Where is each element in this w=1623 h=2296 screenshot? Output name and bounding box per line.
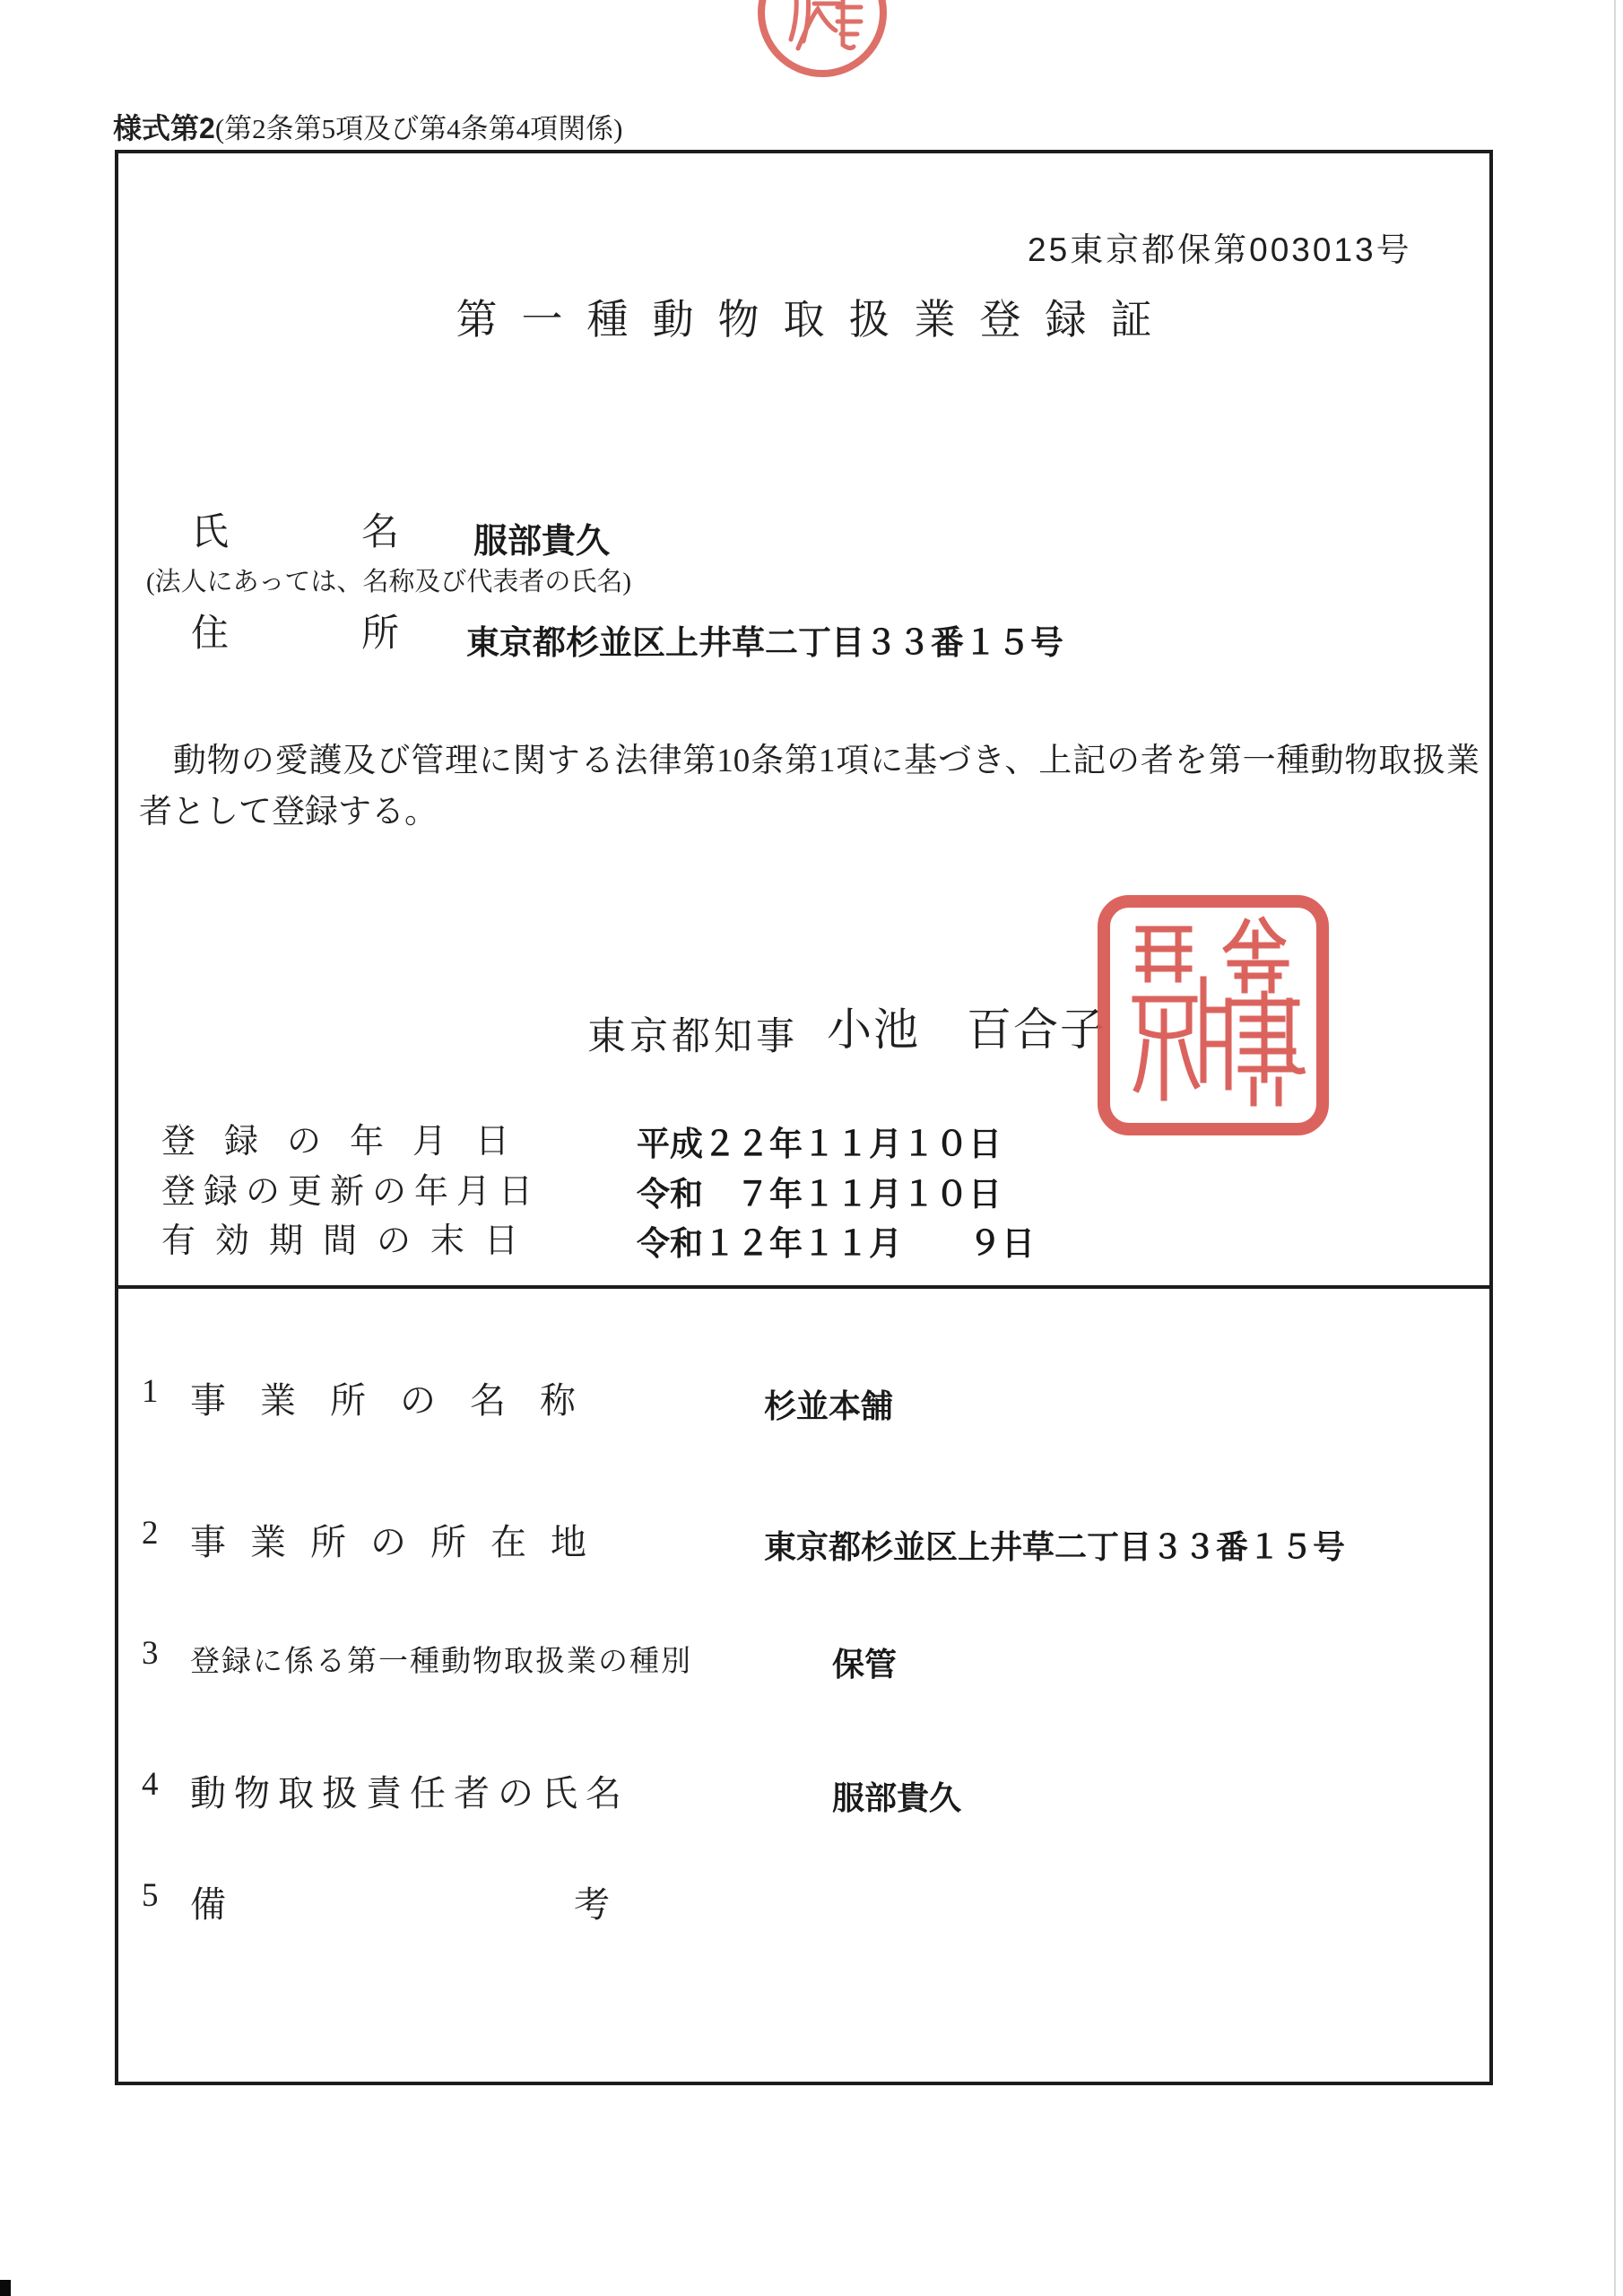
remarks-label-char-1: 備 — [190, 1884, 226, 1925]
address-label-char-1: 住 — [191, 613, 230, 655]
expiry-date-label: 有効期間の末日 — [161, 1222, 539, 1260]
item-1-value: 杉並本舗 — [764, 1387, 894, 1424]
name-label — [191, 502, 399, 556]
address-label — [191, 604, 399, 657]
renewal-date-label: 登録の更新の年月日 — [161, 1173, 542, 1211]
item-1-number: 1 — [142, 1373, 159, 1410]
renewal-date-value: 令和 ７年１１月１０日 — [637, 1176, 1002, 1213]
form-code-number: 様式第2 — [113, 112, 215, 144]
remarks-label-char-2: 考 — [574, 1884, 610, 1925]
item-2-value: 東京都杉並区上井草二丁目３３番１５号 — [764, 1528, 1346, 1565]
item-4-number: 4 — [142, 1766, 159, 1803]
item-4-label: 動物取扱責任者の氏名 — [190, 1773, 629, 1813]
form-code-reference: (第2条第5項及び第4条第4項関係) — [214, 113, 623, 144]
section-divider-line — [115, 1285, 1493, 1289]
item-1-label: 事業所の名称 — [190, 1380, 610, 1421]
governor-name: 小池 百合子 — [827, 1004, 1107, 1055]
registration-date-label: 登録の年月日 — [161, 1123, 539, 1161]
scan-corner-mark — [0, 2280, 11, 2296]
governor-square-seal-icon — [1096, 893, 1331, 1137]
item-3-value: 保管 — [832, 1646, 898, 1683]
item-4-value: 服部貴久 — [832, 1779, 962, 1816]
registration-statement: 動物の愛護及び管理に関する法律第10条第1項に基づき、上記の者を第一種動物取扱業者として登録する。 — [139, 743, 1480, 831]
form-code — [113, 110, 622, 148]
expiry-date-value: 令和１２年１１月 ９日 — [637, 1225, 1035, 1262]
holder-name-value: 服部貴久 — [473, 523, 611, 561]
certificate-title: 第一種動物取扱業登録証 — [456, 297, 1176, 343]
name-label-char-2: 名 — [360, 512, 399, 553]
round-registration-stamp-icon — [755, 0, 890, 83]
scan-edge-line — [1614, 0, 1616, 2296]
document-number: 25東京都保第003013号 — [1028, 231, 1412, 268]
address-label-char-2: 所 — [360, 613, 399, 655]
item-3-label: 登録に係る第一種動物取扱業の種別 — [190, 1646, 692, 1678]
item-2-number: 2 — [142, 1515, 159, 1552]
item-5-remarks-label — [190, 1876, 610, 1927]
item-3-number: 3 — [142, 1635, 159, 1672]
item-5-number: 5 — [142, 1877, 159, 1914]
governor-title: 東京都知事 — [587, 1016, 798, 1058]
item-2-label: 事業所の所在地 — [190, 1522, 611, 1562]
holder-address-value: 東京都杉並区上井草二丁目３３番１５号 — [466, 624, 1063, 661]
registration-date-value: 平成２２年１１月１０日 — [637, 1126, 1002, 1162]
name-label-char-1: 氏 — [191, 512, 230, 553]
corporate-note: (法人にあっては、名称及び代表者の氏名) — [146, 568, 632, 596]
